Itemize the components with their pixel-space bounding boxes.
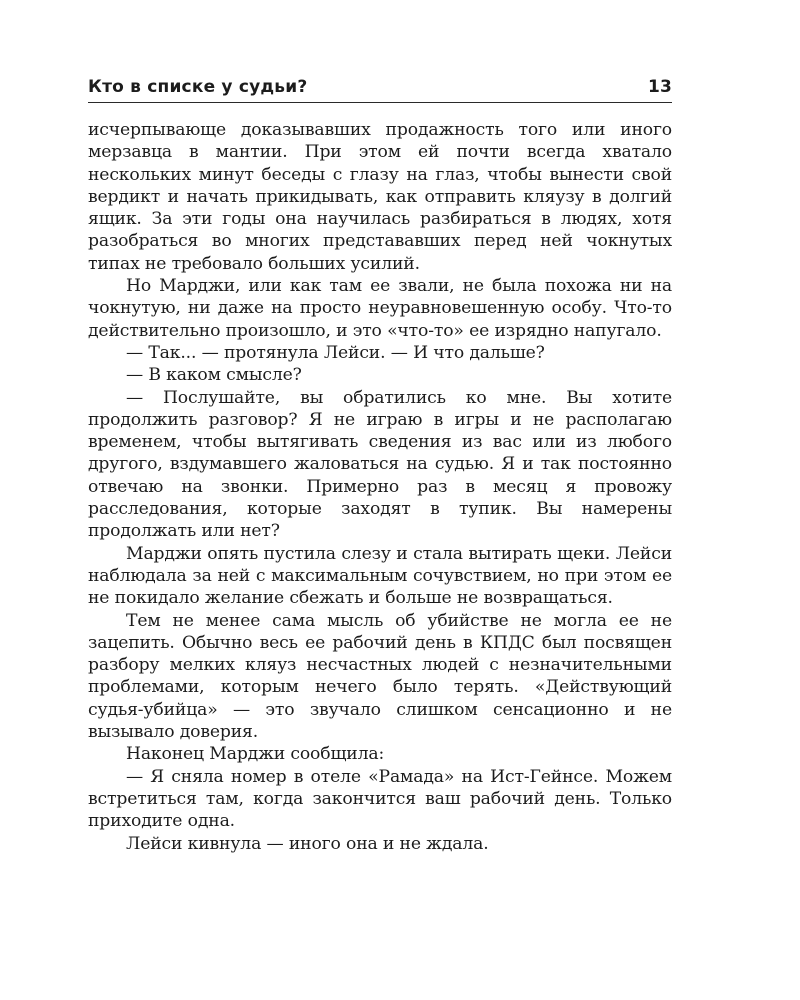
chapter-title: Кто в списке у судьи?	[88, 77, 308, 97]
paragraph-2: Но Марджи, или как там ее звали, не была похожа ни на чокнутую, ни даже на просто неуравновешенную особу. Что-то действительно произошло, и это «что-то» ее изрядно напугало.	[88, 276, 672, 341]
book-page	[88, 76, 672, 855]
running-header	[88, 76, 672, 103]
paragraph-10: Лейси кивнула — иного она и не ждала.	[126, 833, 489, 854]
paragraph-4: — В каком смысле?	[126, 365, 302, 386]
paragraph-1: исчерпывающе доказывавших продажность того или иного мерзавца в мантии. При этом ей почти всегда хватало нескольких минут беседы с глазу на глаз, чтобы вынести свой вердикт и начать прикидывать, как отправить кляузу в долгий ящик. За эти годы она научилась разбираться в людях, хотя разобраться во многих представавших перед ней чокнутых типах не требовало больших усилий.	[88, 120, 672, 274]
paragraph-7: Тем не менее сама мысль об убийстве не могла ее не зацепить. Обычно весь ее рабочий день в КПДС был посвящен разбору мелких кляуз несчастных людей с незначительными проблемами, которым нечего было терять. «Действующий судья-убийца» — это звучало слишком сенсационно и не вызывало доверия.	[88, 610, 672, 743]
paragraph-9: — Я сняла номер в отеле «Рамада» на Ист-Гейнсе. Можем встретиться там, когда закончится ваш рабочий день. Только приходите одна.	[88, 766, 672, 832]
page-number: 13	[647, 77, 672, 97]
paragraph-3: — Так... — протянула Лейси. — И что дальше?	[126, 342, 545, 363]
paragraph-6: Марджи опять пустила слезу и стала вытирать щеки. Лейси наблюдала за ней с максимальным сочувствием, но при этом ее не покидало желание сбежать и больше не возвращаться.	[88, 543, 672, 609]
paragraph-8: Наконец Марджи сообщила:	[126, 744, 385, 765]
body-text	[88, 119, 672, 855]
paragraph-5: — Послушайте, вы обратились ко мне. Вы хотите продолжить разговор? Я не играю в игры и не располагаю временем, чтобы вытягивать сведения из вас или из любого другого, вздумавшего жаловаться на судью. Я и так постоянно отвечаю на звонки. Примерно раз в месяц я провожу расследования, которые заходят в тупик. Вы намерены продолжать или нет?	[88, 387, 672, 542]
